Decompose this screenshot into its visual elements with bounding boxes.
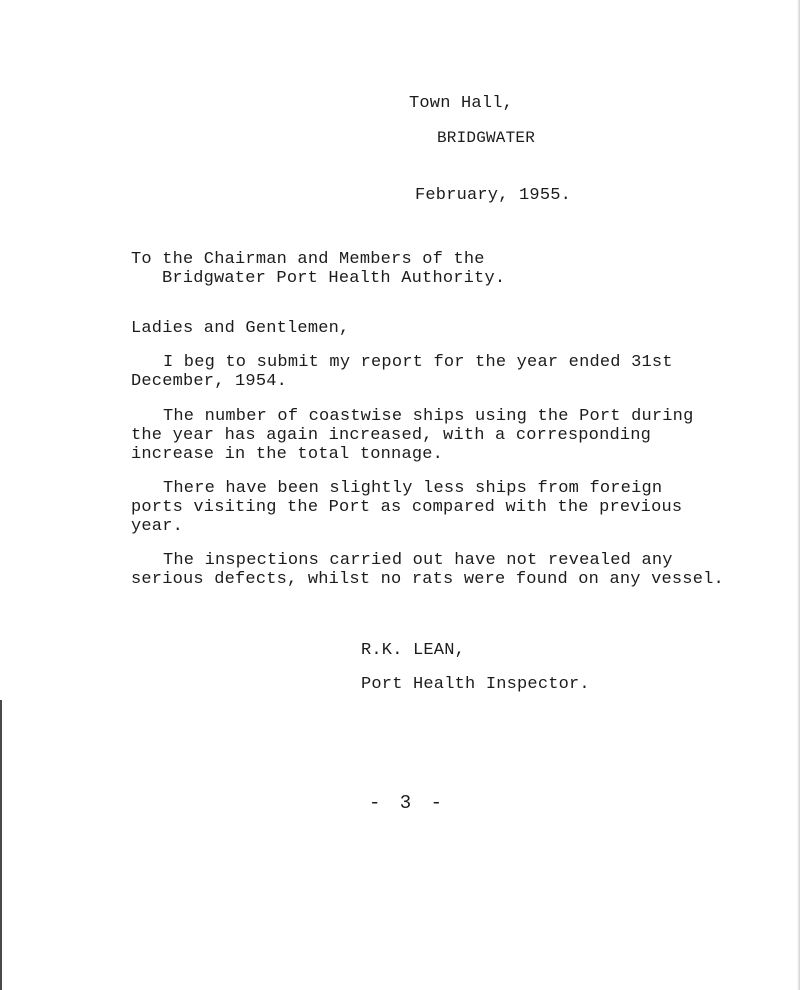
- paragraph-1-line-2: December, 1954.: [131, 372, 288, 391]
- paragraph-2-line-2: the year has again increased, with a corresponding: [131, 426, 652, 445]
- signature-title: Port Health Inspector.: [361, 675, 590, 694]
- paragraph-1-line-1: I beg to submit my report for the year ended 31st: [163, 353, 673, 372]
- paragraph-4-line-2: serious defects, whilst no rats were found on any vessel.: [131, 570, 724, 589]
- salutation: Ladies and Gentlemen,: [131, 319, 350, 338]
- letter-date: February, 1955.: [415, 186, 572, 205]
- scan-edge-mark: [0, 700, 2, 990]
- paragraph-4-line-1: The inspections carried out have not revealed any: [163, 551, 673, 570]
- page-number: - 3 -: [369, 792, 447, 814]
- recipient-line-1: To the Chairman and Members of the: [131, 250, 485, 269]
- address-line-2: BRIDGWATER: [437, 129, 536, 147]
- paragraph-2-line-3: increase in the total tonnage.: [131, 445, 444, 464]
- paragraph-3-line-2: ports visiting the Port as compared with the previous: [131, 498, 683, 517]
- address-line-1: Town Hall,: [409, 94, 514, 113]
- paragraph-2-line-1: The number of coastwise ships using the Port during: [163, 407, 694, 426]
- signature-name: R.K. LEAN,: [361, 641, 466, 660]
- paragraph-3-line-3: year.: [131, 517, 184, 536]
- recipient-line-2: Bridgwater Port Health Authority.: [162, 269, 506, 288]
- paragraph-3-line-1: There have been slightly less ships from foreign: [163, 479, 663, 498]
